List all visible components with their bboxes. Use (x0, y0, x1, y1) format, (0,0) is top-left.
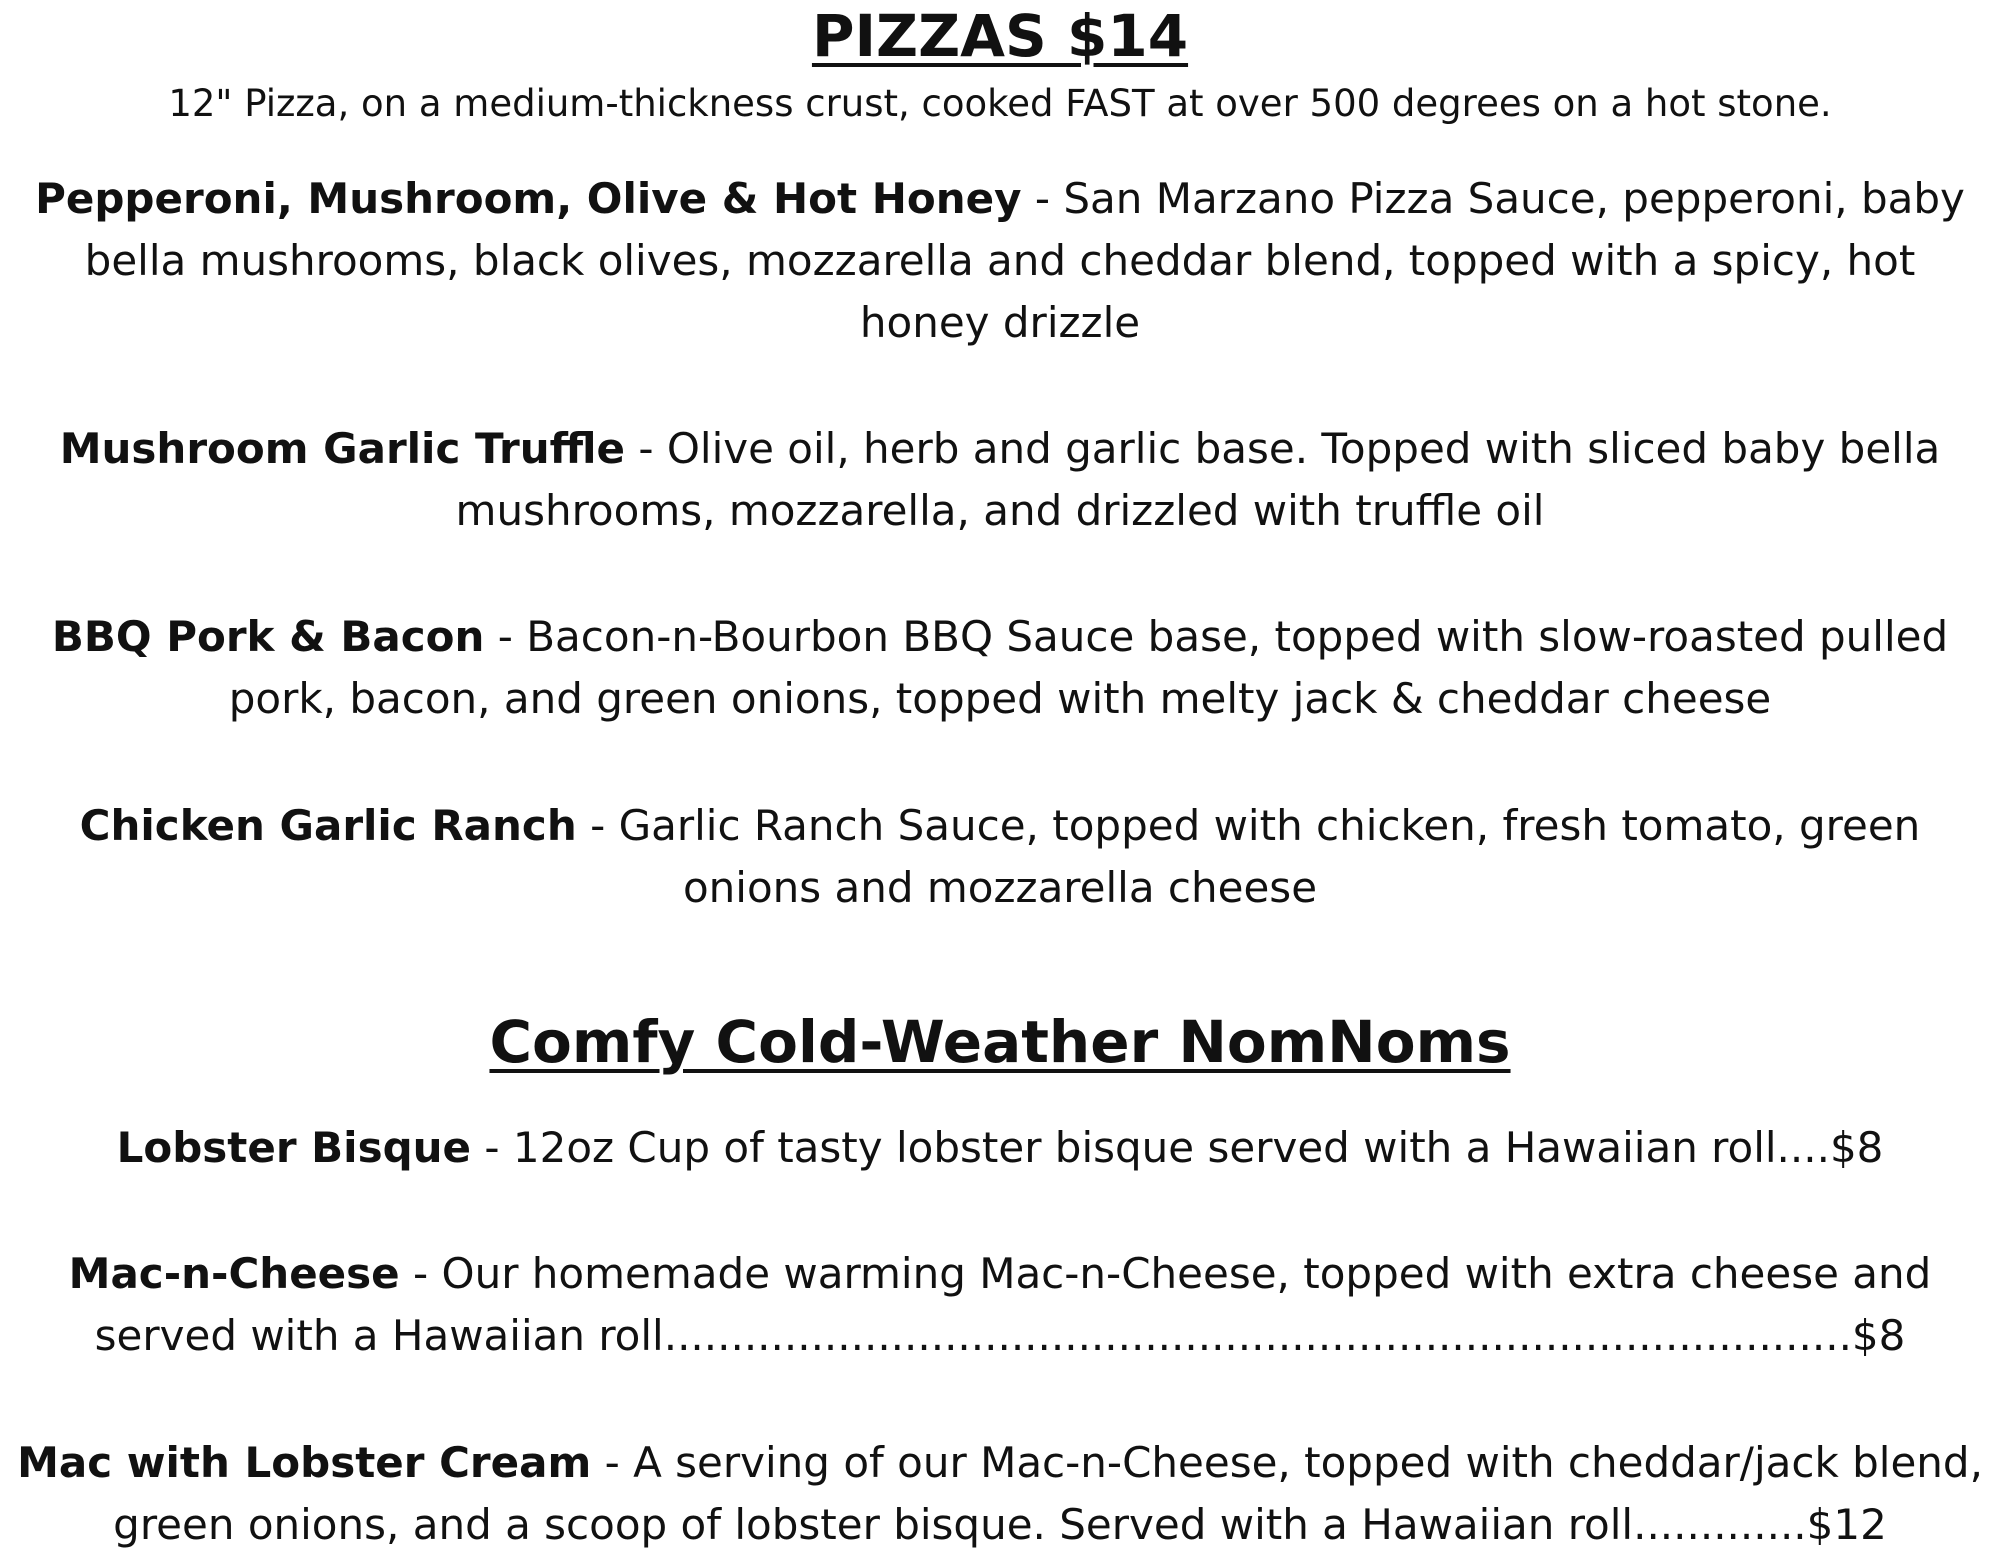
item-name: BBQ Pork & Bacon (51, 612, 485, 661)
item-description: - Bacon-n-Bourbon BBQ Sauce base, topped with slow-roasted pulled (484, 612, 1949, 661)
menu-item-mushroom-garlic-truffle (0, 418, 2000, 542)
menu-item-mac-n-cheese (0, 1243, 2000, 1367)
item-description: - A serving of our Mac-n-Cheese, topped with cheddar/jack blend, (591, 1438, 1983, 1487)
item-name: Pepperoni, Mushroom, Olive & Hot Honey (35, 174, 1022, 223)
menu-item-mac-with-lobster-cream (0, 1432, 2000, 1556)
pizzas-subtitle: 12" Pizza, on a medium-thickness crust, cooked FAST at over 500 degrees on a hot stone. (168, 82, 1832, 125)
item-description: - Our homemade warming Mac-n-Cheese, topped with extra cheese and (399, 1249, 1932, 1298)
item-name: Chicken Garlic Ranch (79, 801, 577, 850)
item-description: - San Marzano Pizza Sauce, pepperoni, baby (1021, 174, 1965, 223)
item-description: - Olive oil, herb and garlic base. Topped with sliced baby bella (625, 424, 1941, 473)
item-description: bella mushrooms, black olives, mozzarella and cheddar blend, topped with a spicy, hot (84, 236, 1916, 285)
item-name: Mac-n-Cheese (68, 1249, 400, 1298)
comfy-heading: Comfy Cold-Weather NomNoms (489, 1008, 1511, 1076)
item-description: mushrooms, mozzarella, and drizzled with truffle oil (455, 486, 1545, 535)
item-description: - Garlic Ranch Sauce, topped with chicken, fresh tomato, green (576, 801, 1921, 850)
item-description: green onions, and a scoop of lobster bisque. Served with a Hawaiian roll.............$12 (113, 1500, 1887, 1549)
item-name: Mac with Lobster Cream (17, 1438, 592, 1487)
menu-item-chicken-garlic-ranch (0, 795, 2000, 919)
item-name: Mushroom Garlic Truffle (59, 424, 625, 473)
menu-item-pepperoni-mushroom-olive-hot-honey (0, 168, 2000, 354)
menu-item-lobster-bisque (0, 1117, 2000, 1179)
item-description: served with a Hawaiian roll.........................................................................................$8 (94, 1311, 1906, 1360)
item-name: Lobster Bisque (116, 1123, 472, 1172)
menu-item-bbq-pork-bacon (0, 606, 2000, 730)
item-description: pork, bacon, and green onions, topped with melty jack & cheddar cheese (228, 674, 1772, 723)
item-description: onions and mozzarella cheese (682, 863, 1318, 912)
item-description: - 12oz Cup of tasty lobster bisque served with a Hawaiian roll....$8 (471, 1123, 1884, 1172)
item-description: honey drizzle (859, 298, 1141, 347)
pizzas-heading: PIZZAS $14 (811, 2, 1189, 70)
